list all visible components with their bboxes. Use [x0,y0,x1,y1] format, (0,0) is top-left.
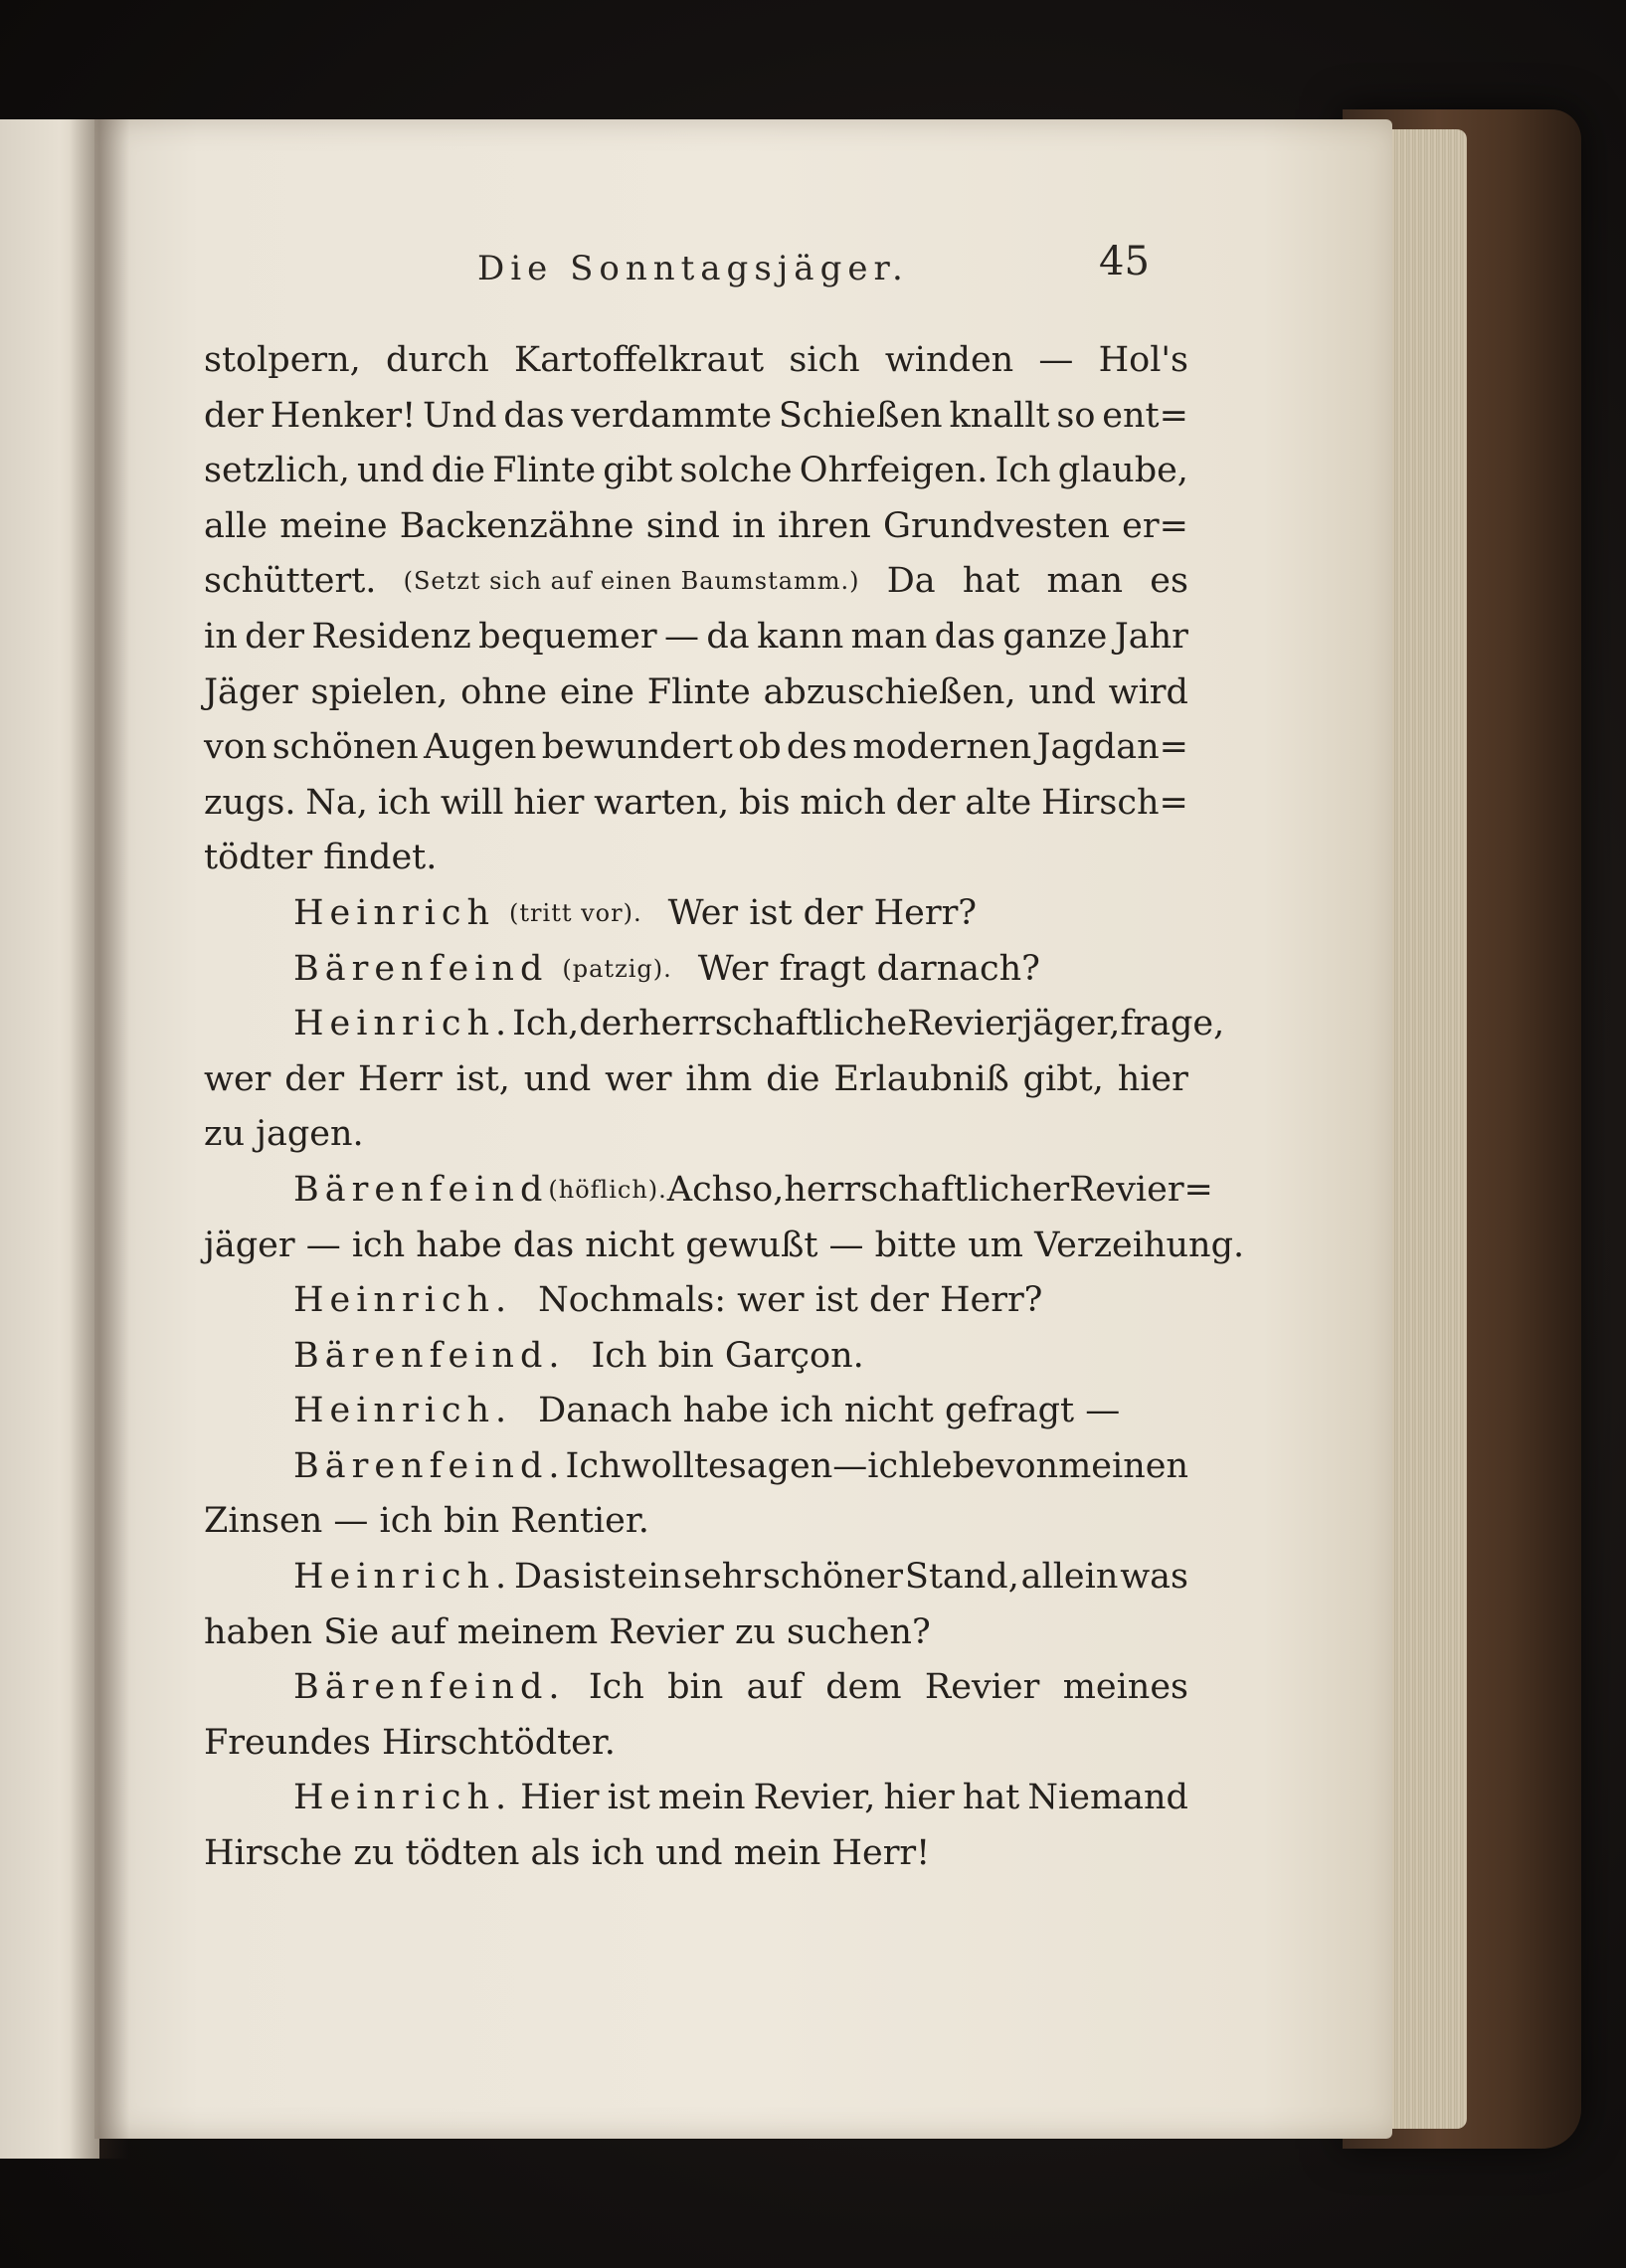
text-line [204,665,1188,721]
word: Henker! [270,395,417,436]
word: Erlaubniß [833,1058,1009,1099]
word: Jahr [1114,616,1188,657]
word: Hier [520,1778,600,1818]
word: des [786,727,847,768]
dialogue-line [204,997,1225,1052]
dialogue-line [204,1826,1188,1882]
word: ist, [455,1058,510,1099]
word: Revier [924,1667,1040,1708]
text: tödter findet. [204,838,438,878]
page-number: 45 [1099,239,1150,284]
word: eine [559,671,634,712]
speaker-name: Heinrich. [293,1391,513,1431]
word: Herr [357,1058,443,1099]
word: Ich [565,1445,622,1486]
word: stolpern, [204,340,361,380]
word: alte [965,782,1032,823]
word: so, [734,1169,785,1210]
word: mein [657,1778,746,1818]
word: lebe [920,1445,995,1486]
word: Residenz [311,616,471,657]
word: Und [423,395,497,436]
word: — [1038,340,1074,380]
speaker-name: Heinrich. [293,1280,513,1321]
word: Grundvesten [883,505,1110,546]
dialogue-line [204,1550,1188,1606]
word: kann [757,616,844,657]
word: schüttert. [204,561,377,602]
speaker-name: Heinrich. [293,1004,513,1044]
dialogue-line [204,1329,1188,1385]
word: der [895,782,956,823]
word: bewundert [541,727,733,768]
word: der [579,1004,639,1044]
word: es [1150,561,1188,602]
word: modernen [852,727,1032,768]
word: will [440,782,504,823]
word: die [431,451,485,491]
word: hier [1117,1058,1188,1099]
word: wer [605,1058,672,1099]
word: von [204,727,268,768]
speaker-name: Bärenfeind. [293,1667,566,1708]
word: bequemer [478,616,657,657]
word: ich [377,782,432,823]
word: und [523,1058,592,1099]
dialogue-text: jäger — ich habe das nicht gewußt — bitte um Verzeihung. [204,1225,1245,1265]
word: ent= [1102,395,1188,436]
word: der [284,1058,345,1099]
dialogue-block [204,886,1245,1882]
word: Schießen [778,395,943,436]
dialogue-line [204,1107,1188,1163]
dialogue-line [204,1606,1188,1661]
word: Da [886,561,936,602]
word: ganze [1002,616,1108,657]
dialogue-text: haben Sie auf meinem Revier zu suchen? [204,1611,931,1652]
word: Backenzähne [399,505,634,546]
text-line [204,333,1188,389]
word: Ich [588,1667,644,1708]
word: solche [679,451,793,491]
word: in [204,616,238,657]
word: ihm [685,1058,753,1099]
word: ihren [778,505,871,546]
word: Flinte [492,451,597,491]
text-line [204,444,1188,499]
word: Revier, [753,1778,876,1818]
dialogue-text: zu jagen. [204,1114,364,1155]
word: Stand, [904,1557,1019,1598]
word: sehr [683,1557,762,1598]
word: Revier= [1069,1169,1213,1210]
prose-block [204,333,1188,886]
dialogue-text: Wer ist der Herr? [667,892,978,933]
text-line [204,831,1188,886]
word: Ach [666,1169,735,1210]
word: wer [204,1058,271,1099]
dialogue-text: Zinsen — ich bin Rentier. [204,1501,649,1542]
word: in [732,505,766,546]
speaker-name: Bärenfeind [293,1169,549,1210]
word: hat [962,561,1020,602]
word: die [766,1058,820,1099]
word: sich [789,340,860,380]
word: der [245,616,305,657]
word: was [1120,1557,1188,1598]
word: — [663,616,699,657]
word: der [204,395,264,436]
dialogue-line [204,1660,1188,1716]
dialogue-line [204,886,1188,942]
word: schönen [271,727,419,768]
word: herrschaftlicher [784,1169,1070,1210]
stage-direction: (Setzt sich auf einen Baumstamm.) [403,567,860,596]
word: ist [582,1557,626,1598]
word: wird [1108,671,1188,712]
word: ich [867,1445,921,1486]
word: Kartoffelkraut [514,340,765,380]
word: meine [279,505,388,546]
word: Niemand [1027,1778,1188,1818]
stage-direction: (patzig). [562,954,672,983]
word: spielen, [310,671,449,712]
dialogue-line [204,1273,1188,1329]
word: knallt [949,395,1050,436]
text-line [204,389,1188,445]
word: ist [607,1778,650,1818]
dialogue-text: Ich bin Garçon. [591,1335,864,1376]
word: meinen [1058,1445,1188,1486]
dialogue-line [204,942,1188,998]
word: bin [667,1667,724,1708]
dialogue-line [204,1163,1213,1219]
word: abzuschießen, [763,671,1016,712]
word: so [1056,395,1096,436]
dialogue-line [204,1052,1188,1108]
word: winden [884,340,1014,380]
word: Augen [423,727,537,768]
word: dem [825,1667,902,1708]
dialogue-text: Hirsche zu tödten als ich und mein Herr! [204,1833,931,1874]
speaker-name: Heinrich. [293,1557,513,1598]
word: verdammte [571,395,773,436]
text-line [204,610,1188,665]
text-line [204,499,1188,555]
dialogue-text: Wer fragt darnach? [697,948,1040,989]
word: bis [738,782,791,823]
speaker-name: Bärenfeind [293,948,549,989]
word: gibt [603,451,673,491]
speaker-name: Heinrich. [293,1778,513,1818]
word: Flinte [646,671,751,712]
word: ob [738,727,782,768]
word: von [994,1445,1059,1486]
word: sind [645,505,720,546]
word: warten, [594,782,730,823]
word: Jäger [204,671,298,712]
word: und [1028,671,1096,712]
word: das [934,616,995,657]
word: frage, [1120,1004,1225,1044]
word: Hirsch= [1040,782,1188,823]
running-title: Die Sonntagsjäger. [477,249,909,288]
speaker-name: Bärenfeind. [293,1445,566,1486]
word: hier [513,782,585,823]
word: alle [204,505,268,546]
book-gutter [70,119,129,2159]
page-text [204,333,1245,1882]
text-line [204,720,1188,776]
word: Na, [305,782,368,823]
word: sagen [728,1445,833,1486]
word: mich [800,782,886,823]
speaker-name: Heinrich [293,892,496,933]
word: glaube, [1057,451,1188,491]
word: wollte [621,1445,729,1486]
dialogue-line [204,1716,1188,1772]
word: gibt, [1022,1058,1104,1099]
dialogue-line [204,1384,1188,1439]
stage-direction: (tritt vor). [509,898,642,927]
word: allein [1020,1557,1119,1598]
dialogue-text: Nochmals: wer ist der Herr? [538,1280,1043,1321]
dialogue-text: Freundes Hirschtödter. [204,1722,616,1763]
text-line [204,554,1188,610]
word: Revierjäger, [907,1004,1121,1044]
word: durch [386,340,489,380]
word: man [1046,561,1124,602]
word: da [706,616,750,657]
word: schöner [762,1557,904,1598]
word: Jagdan= [1036,727,1188,768]
word: er= [1122,505,1188,546]
word: ein [627,1557,682,1598]
word: Ich [994,451,1051,491]
word: meines [1062,1667,1188,1708]
word: hier [883,1778,955,1818]
word: zugs. [204,782,296,823]
stage-direction: (höflich). [548,1175,667,1204]
word: Ich, [512,1004,580,1044]
word: — [832,1445,868,1486]
word: hat [962,1778,1020,1818]
word: Ohrfeigen. [799,451,989,491]
word: Das [514,1557,581,1598]
speaker-name: Bärenfeind. [293,1335,566,1376]
word: Hol's [1098,340,1188,380]
word: herrschaftliche [638,1004,908,1044]
dialogue-line [204,1219,1245,1274]
word: setzlich, [204,451,350,491]
text-line [204,776,1188,832]
word: man [850,616,928,657]
dialogue-text: Danach habe ich nicht gefragt — [538,1391,1121,1431]
dialogue-line [204,1439,1188,1495]
dialogue-line [204,1494,1188,1550]
word: ohne [460,671,548,712]
dialogue-line [204,1771,1188,1826]
word: das [503,395,565,436]
word: auf [746,1667,803,1708]
word: und [357,451,425,491]
